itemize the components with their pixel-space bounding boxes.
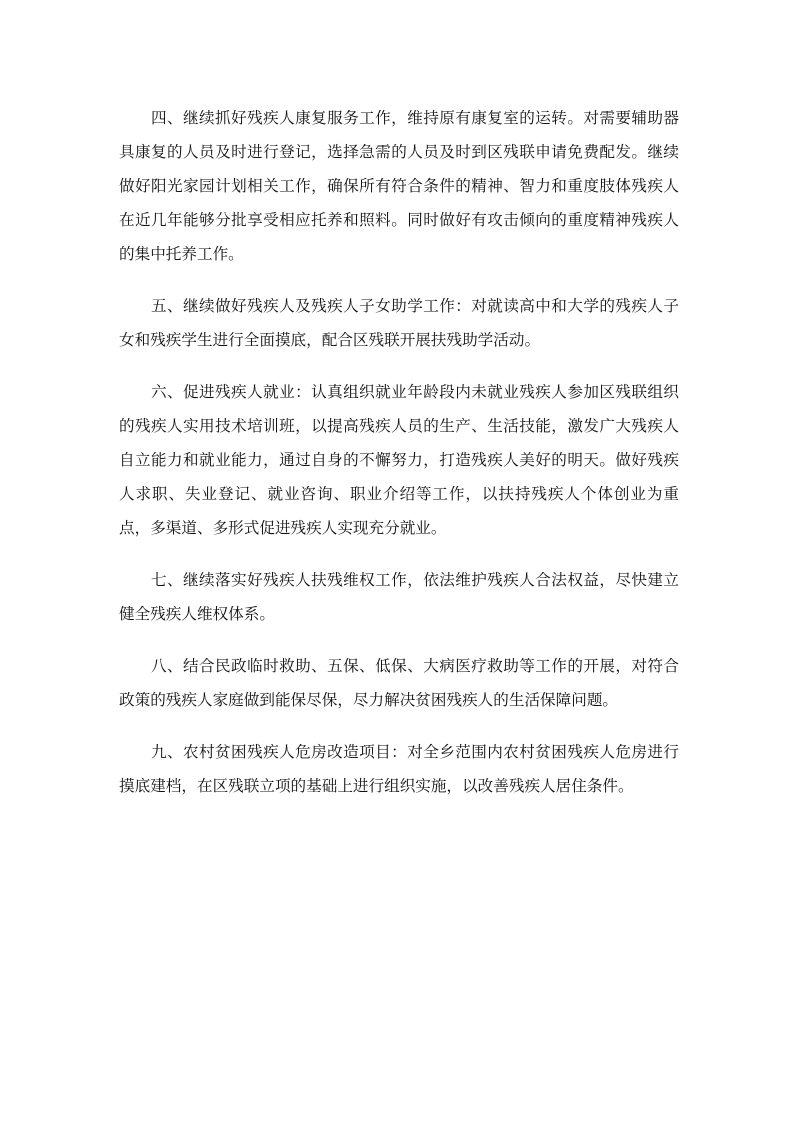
- paragraph-item-6-employment: 六、促进残疾人就业：认真组织就业年龄段内未就业残疾人参加区残联组织的残疾人实用技术培训班，以提高残疾人员的生产、生活技能，激发广大残疾人自立能力和就业能力，通过自身的不懈努力，打造残疾人美好的明天。做好残疾人求职、失业登记、就业咨询、职业介绍等工作，以扶持残疾人个体创业为重点，多渠道、多形式促进残疾人实现充分就业。: [119, 383, 679, 537]
- paragraph-item-4-rehabilitation: 四、继续抓好残疾人康复服务工作，维持原有康复室的运转。对需要辅助器具康复的人员及时进行登记，选择急需的人员及时到区残联申请免费配发。继续做好阳光家园计划相关工作，确保所有符合条件的精神、智力和重度肢体残疾人在近几年能够分批享受相应托养和照料。同时做好有攻击倾向的重度精神残疾人的集中托养工作。: [119, 109, 679, 263]
- paragraph-item-9-housing-renovation: 九、农村贫困残疾人危房改造项目：对全乡范围内农村贫困残疾人危房进行摸底建档，在区残联立项的基础上进行组织实施，以改善残疾人居住条件。: [119, 743, 679, 795]
- paragraph-item-5-education-aid: 五、继续做好残疾人及残疾人子女助学工作：对就读高中和大学的残疾人子女和残疾学生进行全面摸底，配合区残联开展扶残助学活动。: [119, 297, 679, 349]
- document-body: [119, 101, 679, 821]
- paragraph-item-8-social-assistance: 八、结合民政临时救助、五保、低保、大病医疗救助等工作的开展，对符合政策的残疾人家庭做到能保尽保，尽力解决贫困残疾人的生活保障问题。: [119, 657, 679, 709]
- paragraph-item-7-rights-protection: 七、继续落实好残疾人扶残维权工作，依法维护残疾人合法权益，尽快建立健全残疾人维权体系。: [119, 571, 679, 623]
